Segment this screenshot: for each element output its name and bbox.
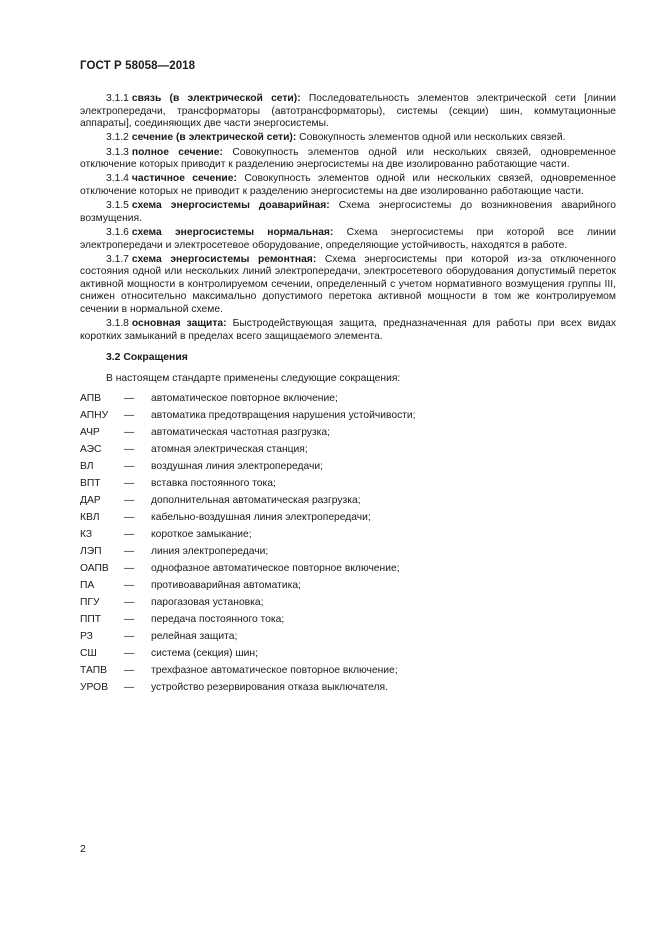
abbreviation-definition: трехфазное автоматическое повторное включение; xyxy=(151,664,398,676)
section-title: 3.2 Сокращения xyxy=(106,352,188,364)
term-definition xyxy=(80,93,616,131)
term-name: частичное сечение: xyxy=(131,173,237,185)
abbreviation-definition: атомная электрическая станция; xyxy=(151,443,308,455)
abbreviation-definition: автоматическое повторное включение; xyxy=(151,392,338,404)
abbreviation-code: АПНУ xyxy=(80,409,109,421)
abbreviation-row xyxy=(80,544,616,561)
abbreviation-definition: линия электропередачи; xyxy=(151,545,269,557)
term-name: связь (в электрической сети): xyxy=(131,93,301,104)
abbreviation-definition: противоаварийная автоматика; xyxy=(151,579,301,591)
term-name: схема энергосистемы доаварийная: xyxy=(131,200,330,212)
abbreviation-dash: — xyxy=(124,528,135,540)
abbreviation-row xyxy=(80,578,616,595)
term-text: Схема энергосистемы до возникновения аварийного возмущения. xyxy=(80,200,616,224)
term-number: 3.1.6 xyxy=(106,226,129,238)
abbreviation-definition: короткое замыкание; xyxy=(151,528,252,540)
term-definition xyxy=(80,200,616,225)
term-definition xyxy=(80,227,616,252)
term-definition xyxy=(80,173,616,198)
page-number: 2 xyxy=(80,843,86,855)
abbreviation-code: КВЛ xyxy=(80,511,100,523)
abbreviation-dash: — xyxy=(124,664,135,676)
term-number: 3.1.3 xyxy=(106,146,129,158)
abbreviation-dash: — xyxy=(124,392,135,404)
term-definition xyxy=(80,147,616,172)
abbreviation-row xyxy=(80,663,616,680)
abbreviation-definition: дополнительная автоматическая разгрузка; xyxy=(151,494,361,506)
standard-header: ГОСТ Р 58058—2018 xyxy=(80,60,196,72)
term-number: 3.1.7 xyxy=(106,253,129,265)
abbreviation-dash: — xyxy=(124,630,135,642)
abbreviation-definition: система (секция) шин; xyxy=(151,647,258,659)
terms-list xyxy=(80,93,616,343)
term-name: схема энергосистемы нормальная: xyxy=(131,226,334,238)
abbreviation-code: РЗ xyxy=(80,630,93,642)
term-number: 3.1.5 xyxy=(106,200,129,212)
abbreviation-row xyxy=(80,680,616,697)
abbreviation-dash: — xyxy=(124,579,135,591)
abbreviation-code: ТАПВ xyxy=(80,664,107,676)
abbreviation-row xyxy=(80,595,616,612)
abbreviation-dash: — xyxy=(124,596,135,608)
abbreviation-dash: — xyxy=(124,443,135,455)
abbreviation-code: ОАПВ xyxy=(80,562,109,574)
term-name: сечение (в электрической сети): xyxy=(131,132,297,144)
abbreviation-code: ПГУ xyxy=(80,596,100,608)
abbreviation-row xyxy=(80,629,616,646)
abbreviation-row xyxy=(80,612,616,629)
term-name: схема энергосистемы ремонтная: xyxy=(131,253,317,265)
term-number: 3.1.1 xyxy=(106,93,129,104)
abbreviation-row xyxy=(80,442,616,459)
document-body xyxy=(80,93,616,697)
abbreviation-code: ЛЭП xyxy=(80,545,102,557)
abbreviation-definition: воздушная линия электропередачи; xyxy=(151,460,323,472)
abbreviation-row xyxy=(80,527,616,544)
abbreviation-code: УРОВ xyxy=(80,681,109,693)
abbreviation-code: СШ xyxy=(80,647,97,659)
abbreviation-definition: устройство резервирования отказа выключателя. xyxy=(151,681,388,693)
abbreviation-definition: парогазовая установка; xyxy=(151,596,264,608)
abbreviation-code: АПВ xyxy=(80,392,102,404)
abbreviation-dash: — xyxy=(124,647,135,659)
abbreviation-row xyxy=(80,391,616,408)
term-definition xyxy=(80,254,616,317)
abbreviation-definition: релейная защита; xyxy=(151,630,238,642)
abbreviation-definition: передача постоянного тока; xyxy=(151,613,285,625)
abbreviation-definition: кабельно-воздушная линия электропередачи; xyxy=(151,511,371,523)
abbreviation-definition: автоматическая частотная разгрузка; xyxy=(151,426,330,438)
term-definition xyxy=(80,318,616,343)
abbreviation-row xyxy=(80,561,616,578)
abbreviation-code: ДАР xyxy=(80,494,101,506)
abbreviation-dash: — xyxy=(124,545,135,557)
abbreviation-row xyxy=(80,425,616,442)
section-intro: В настоящем стандарте применены следующие сокращения: xyxy=(106,373,401,385)
abbreviation-dash: — xyxy=(124,426,135,438)
abbreviation-row xyxy=(80,408,616,425)
abbreviation-dash: — xyxy=(124,613,135,625)
term-text: Последовательность элементов электрической сети [линии электропередачи, трансформаторы (автотрансформаторы), системы (секции) шин, коммутационные аппараты], соединяющих две части энергосистемы. xyxy=(80,93,616,130)
abbreviation-definition: однофазное автоматическое повторное включение; xyxy=(151,562,400,574)
abbreviation-code: ВПТ xyxy=(80,477,101,489)
abbreviation-definition: вставка постоянного тока; xyxy=(151,477,276,489)
abbreviation-code: АЧР xyxy=(80,426,100,438)
term-text: Схема энергосистемы при которой все линии электропередачи и электросетевое оборудование, определяющие устойчивость, находятся в работе. xyxy=(80,226,616,251)
term-text: Совокупность элементов одной или нескольких связей. xyxy=(299,132,566,144)
term-number: 3.1.2 xyxy=(106,132,129,144)
term-text: Быстродействующая защита, предназначенная для работы при всех видах коротких замыканий в пределах всего защищаемого элемента. xyxy=(80,318,616,342)
term-name: основная защита: xyxy=(131,318,227,330)
abbreviation-dash: — xyxy=(124,562,135,574)
abbreviation-code: ВЛ xyxy=(80,460,94,472)
abbreviation-code: АЭС xyxy=(80,443,102,455)
abbreviation-dash: — xyxy=(124,477,135,489)
term-text: Схема энергосистемы при которой из-за отключенного состояния одной или нескольких линий электропередачи, электросетевого оборудования допустимый переток активной мощности в контролируемом сечении, определенный с учетом нормативного возмущения группы III, снижен относительно максимально допустимого перетока активной мощности в том же контролируемом сечении в нормальной схеме. xyxy=(80,253,616,316)
abbreviation-row xyxy=(80,476,616,493)
abbreviation-dash: — xyxy=(124,494,135,506)
abbreviation-code: ППТ xyxy=(80,613,102,625)
abbreviation-row xyxy=(80,646,616,663)
abbreviation-row xyxy=(80,493,616,510)
abbreviation-definition: автоматика предотвращения нарушения устойчивости; xyxy=(151,409,416,421)
term-text: Совокупность элементов одной или нескольких связей, одновременное отключение которых приводит к разделению энергосистемы на две изолированно работающие части. xyxy=(80,146,616,171)
abbreviation-list xyxy=(80,391,616,697)
abbreviation-dash: — xyxy=(124,681,135,693)
abbreviation-dash: — xyxy=(124,409,135,421)
abbreviation-code: ПА xyxy=(80,579,95,591)
abbreviation-code: КЗ xyxy=(80,528,93,540)
term-number: 3.1.4 xyxy=(106,173,129,185)
abbreviation-row xyxy=(80,510,616,527)
term-text: Совокупность элементов одной или нескольких связей, одновременное отключение которых не приводит к разделению энергосистемы на две изолированно работающие части. xyxy=(80,173,616,197)
term-name: полное сечение: xyxy=(131,146,223,158)
abbreviation-dash: — xyxy=(124,511,135,523)
term-definition xyxy=(80,132,616,145)
abbreviation-row xyxy=(80,459,616,476)
abbreviation-dash: — xyxy=(124,460,135,472)
term-number: 3.1.8 xyxy=(106,318,129,330)
